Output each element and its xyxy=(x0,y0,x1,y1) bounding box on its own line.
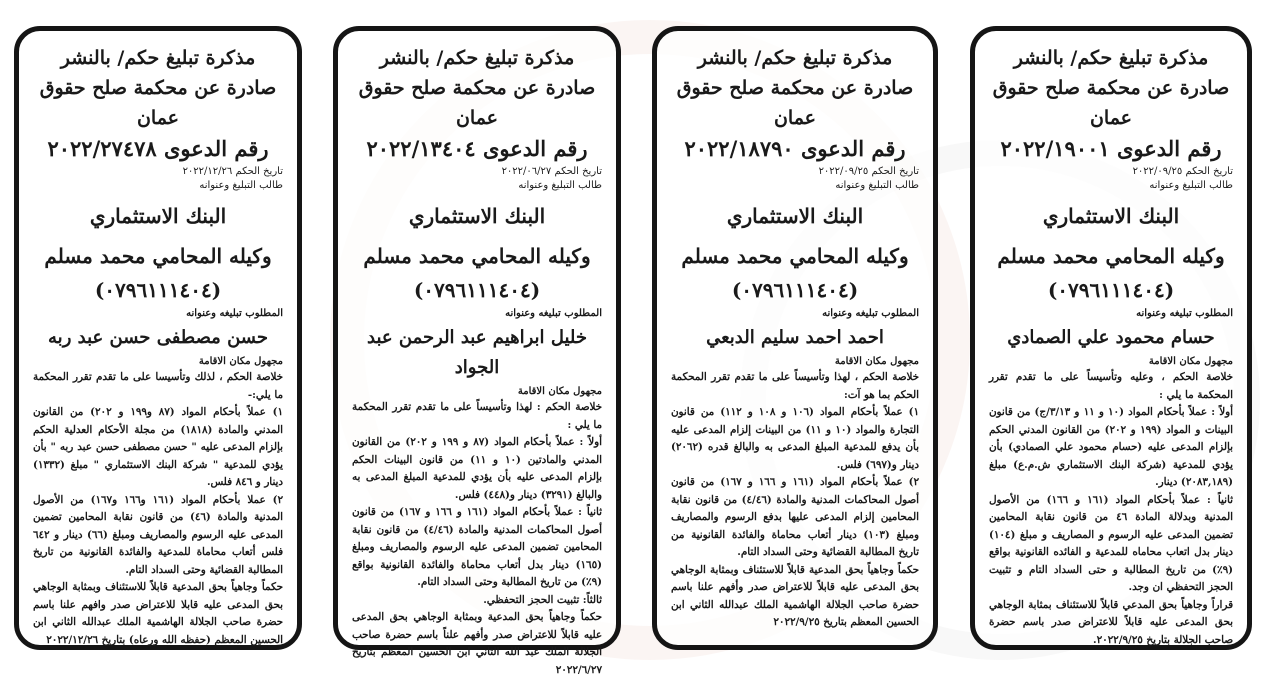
judgment-date: تاريخ الحكم ٢٠٢٢/٠٩/٢٥ xyxy=(818,166,919,177)
court-name: صادرة عن محكمة صلح حقوق عمان xyxy=(358,77,596,129)
judgment-paragraph: ٢) عملاً بأحكام المواد (١٦١ و ١٦٦ و ١٦٧) من قانون أصول المحاكمات المدنية والمادة (٤/٤٦) من قانون نقابة المحامين إلزام المدعى عليها بدفع الرسوم والمصاريف ومبلغ (١٠٣) دينار أتعاب محاماة والفائدة القانونية من تاريخ المطالبة القضائية وحتى السداد التام. xyxy=(671,476,919,558)
notified-label: المطلوب تبليغه وعنوانه xyxy=(505,308,602,319)
judgment-paragraph: خلاصة الحكم ، لهذا وتأسيساً على ما تقدم تقرر المحكمة الحكم بما هو آت: xyxy=(671,371,919,401)
judgment-body xyxy=(989,369,1233,649)
requester-label: طالب التبليغ وعنوانه xyxy=(1149,180,1233,191)
defendant-address: مجهول مكان الاقامة xyxy=(834,356,919,367)
judgment-paragraph: حكماً وجاهياً بحق المدعية قابلاً للاستئناف وبمثابة الوجاهي بحق المدعى عليه قابلاً للاعتراض صدر وأفهم علنا باسم حضرة صاحب الجلالة الهاشمية الملك عبدالله الثاني ابن الحسين المعظم بتاريخ ٢٠٢٢/٩/٢٥ xyxy=(671,563,919,628)
judgment-paragraph: حكماً وجاهياً بحق المدعية وبمثابة الوجاهي بحق المدعى عليه قابلاً للاعتراض صدر وأفهم علناً باسم حضرة صاحب الجلالة الملك عبد الله الثاني ابن الحسين المعظم بتاريخ ٢٠٢٢/٦/٢٧ xyxy=(352,611,602,676)
defendant-name: احمد احمد سليم الدبعي xyxy=(706,327,884,348)
judgment-paragraph: خلاصة الحكم ، لذلك وتأسيسا على ما تقدم تقرر المحكمة ما يلي:- xyxy=(33,371,283,401)
case-number: رقم الدعوى ٢٠٢٢/٢٧٤٧٨ xyxy=(47,136,269,161)
judgment-body xyxy=(352,399,602,679)
lawyer-name: وكيله المحامي محمد مسلم xyxy=(363,244,591,268)
bank-name: البنك الاستثماري xyxy=(408,204,546,228)
lawyer-name: وكيله المحامي محمد مسلم xyxy=(681,244,909,268)
phone-number: (٠٧٩٦١١١٤٠٤) xyxy=(731,278,859,302)
court-notice-1 xyxy=(970,26,1252,650)
court-name: صادرة عن محكمة صلح حقوق عمان xyxy=(39,77,277,129)
judgment-paragraph: ثانياً : عملاً بأحكام المواد (١٦١ و ١٦٦ و ١٦٧) من قانون أصول المحاكمات المدنية والمادة (٤/٤٦) من قانون نقابة المحامين تضمين المدعى عليه الرسوم والمصاريف ومبلغ (١٦٥) دينار بدل أتعاب محاماة والفائدة القانونية بواقع (٩٪) من تاريخ المطالبة وحتى السداد التام. xyxy=(352,506,602,588)
defendant-address: مجهول مكان الاقامة xyxy=(1148,356,1233,367)
notified-label: المطلوب تبليغه وعنوانه xyxy=(822,308,919,319)
notice-title: مذكرة تبليغ حكم/ بالنشر xyxy=(379,47,575,69)
notified-label: المطلوب تبليغه وعنوانه xyxy=(186,308,283,319)
requester-label: طالب التبليغ وعنوانه xyxy=(199,180,283,191)
judgment-paragraph: ١) عملاً بأحكام المواد (٨٧ و١٩٩ و ٢٠٢) من القانون المدني والمادة (١٨١٨) من مجلة الأحكام العدلية الحكم بإلزام المدعى عليه " حسن مصطفى حسن عبد ربه " بأن يؤدي للمدعية " شركة البنك الاستثماري " مبلغ (١٣٣٢) دينار و ٨٤٦ فلس. xyxy=(33,406,284,488)
judgment-body xyxy=(33,369,283,649)
case-number: رقم الدعوى ٢٠٢٢/١٩٠٠١ xyxy=(1000,136,1222,161)
defendant-address: مجهول مكان الاقامة xyxy=(198,356,283,367)
lawyer-name: وكيله المحامي محمد مسلم xyxy=(44,244,272,268)
bank-name: البنك الاستثماري xyxy=(1042,204,1180,228)
judgment-paragraph: أولاً : عملاً بأحكام المواد (١٠ و ١١ و ٣/١٣/ج) من قانون البينات و المواد (١٩٩ و ٢٠٢) من القانون المدني الحكم بإلزام المدعى عليه (حسام محمود علي الصمادي) بأن يؤدي للمدعية (شركة البنك الاستثماري ش.م.ع) مبلغ (٢٠٨٣,١٨٩) دينار. xyxy=(989,406,1233,488)
judgment-paragraph: ثالثاً: تثبيت الحجز التحفظي. xyxy=(483,593,602,606)
lawyer-name: وكيله المحامي محمد مسلم xyxy=(997,244,1225,268)
case-number: رقم الدعوى ٢٠٢٢/١٨٧٩٠ xyxy=(684,136,906,161)
judgment-body xyxy=(671,369,919,632)
notice-title: مذكرة تبليغ حكم/ بالنشر xyxy=(1013,47,1209,69)
defendant-address: مجهول مكان الاقامة xyxy=(517,386,602,397)
judgment-paragraph: ١) عملاً بأحكام المواد (١٠٦ و ١٠٨ و ١١٢) من قانون التجارة والمواد (١٠ و ١١) من البينات إلزام المدعى عليه بأن يدفع للمدعية المبلغ المدعى به والبالغ قدره (٢٠٦٢) دينار و(٦٩٧) فلس. xyxy=(671,406,919,471)
judgment-date: تاريخ الحكم ٢٠٢٢/٠٦/٢٧ xyxy=(501,166,602,177)
bank-name: البنك الاستثماري xyxy=(726,204,864,228)
defendant-name: خليل ابراهيم عبد الرحمن عبد الجواد xyxy=(367,327,587,378)
court-name: صادرة عن محكمة صلح حقوق عمان xyxy=(676,77,914,129)
judgment-paragraph: حكماً وجاهياً بحق المدعية قابلاً للاستئناف وبمثابة الوجاهي بحق المدعى عليه قابلا للاعتراض صدر وافهم علنا باسم حضرة صاحب الجلالة الهاشمية الملك عبدالله الثاني ابن الحسين المعظم (حفظه الله ورعاه) بتاريخ ٢٠٢٢/١٢/٢٦ xyxy=(33,581,283,646)
notified-label: المطلوب تبليغه وعنوانه xyxy=(1136,308,1233,319)
phone-number: (٠٧٩٦١١١٤٠٤) xyxy=(413,278,541,302)
judgment-date: تاريخ الحكم ٢٠٢٢/١٢/٢٦ xyxy=(182,166,283,177)
court-notice-2 xyxy=(652,26,938,650)
court-notice-3 xyxy=(333,26,621,676)
judgment-paragraph: أولاً : عملاً بأحكام المواد (٨٧ و ١٩٩ و ٢٠٢) من القانون المدني والمادتين (١٠ و ١١) من قانون البينات الحكم بإلزام المدعى عليه بأن يؤدي للمدعية المبلغ المدعى به والبالغ (٣٢٩١) دينار و(٤٤٨) فلس. xyxy=(352,436,602,501)
requester-label: طالب التبليغ وعنوانه xyxy=(835,180,919,191)
notice-title: مذكرة تبليغ حكم/ بالنشر xyxy=(60,47,256,69)
judgment-paragraph: قراراً وجاهياً بحق المدعي قابلاً للاستئناف بمثابة الوجاهي بحق المدعى عليه قابلاً للاعتراض صدر باسم حضرة صاحب الجلالة بتاريخ ٢٠٢٢/٩/٢٥. xyxy=(989,598,1233,646)
notice-title: مذكرة تبليغ حكم/ بالنشر xyxy=(697,47,893,69)
bank-name: البنك الاستثماري xyxy=(89,204,227,228)
requester-label: طالب التبليغ وعنوانه xyxy=(518,180,602,191)
judgment-paragraph: خلاصة الحكم : لهذا وتأسيساً على ما تقدم تقرر المحكمة ما يلي : xyxy=(352,401,602,431)
defendant-name: حسن مصطفى حسن عبد ربه xyxy=(48,327,268,348)
defendant-name: حسام محمود علي الصمادي xyxy=(1007,327,1215,348)
judgment-paragraph: ٢) عملا بأحكام المواد (١٦١ و١٦٦ و١٦٧) من الأصول المدنية والمادة (٤٦) من قانون نقابة المحامين تضمين المدعى عليه الرسوم والمصاريف ومبلغ (٦٦) دينار و ٦٤٢ فلس أتعاب محاماة للمدعية والفائدة القانونية من تاريخ المطالبة القضائية وحتى السداد التام. xyxy=(33,493,283,576)
court-notice-4 xyxy=(14,26,302,650)
phone-number: (٠٧٩٦١١١٤٠٤) xyxy=(94,278,222,302)
phone-number: (٠٧٩٦١١١٤٠٤) xyxy=(1047,278,1175,302)
case-number: رقم الدعوى ٢٠٢٢/١٣٤٠٤ xyxy=(366,136,588,161)
judgment-paragraph: ثانياً : عملاً بأحكام المواد (١٦١ و ١٦٦) من الأصول المدنية وبدلالة المادة ٤٦ من قانون نقابة المحامين تضمين المدعى عليه الرسوم و المصاريف و مبلغ (١٠٤) دينار بدل اتعاب محاماه للمدعية و الفائده القانونية بواقع (٩٪) من تاريخ المطالبة و حتى السداد التام و تثبيت الحجز التحفظي ان وجد. xyxy=(989,493,1233,593)
judgment-date: تاريخ الحكم ٢٠٢٢/٠٩/٢٥ xyxy=(1132,166,1233,177)
judgment-paragraph: خلاصة الحكم ، وعليه وتأسيساً على ما تقدم تقرر المحكمة ما يلي : xyxy=(989,371,1233,401)
court-name: صادرة عن محكمة صلح حقوق عمان xyxy=(992,77,1230,129)
